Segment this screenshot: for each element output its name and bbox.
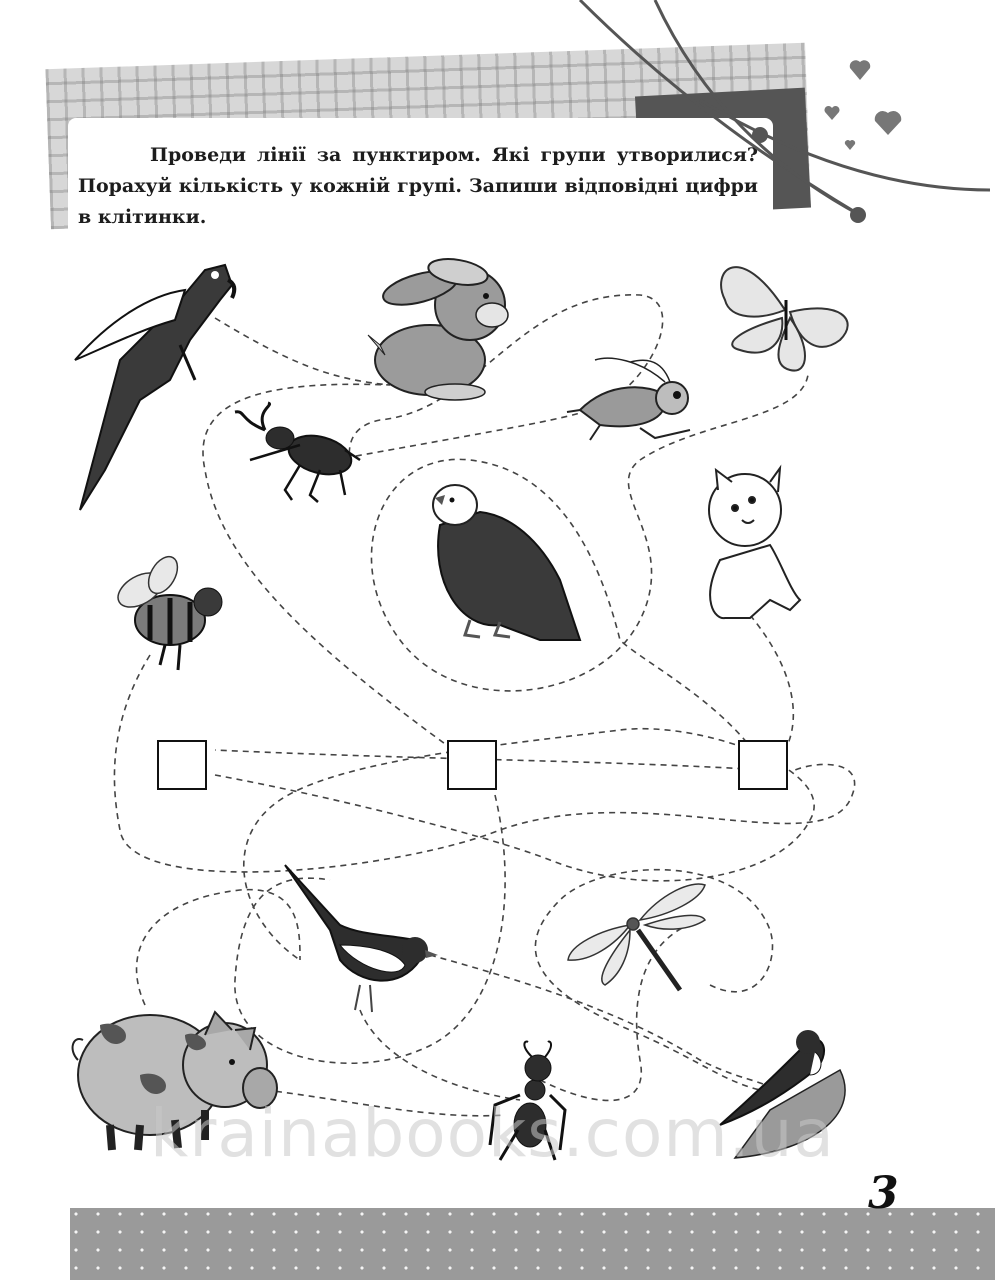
hearts-decoration xyxy=(824,60,901,150)
decorative-strings xyxy=(580,0,990,215)
footer-pattern-band xyxy=(70,1208,995,1280)
string-bead-icon xyxy=(752,127,768,143)
answer-box-3[interactable] xyxy=(738,740,788,790)
page-number: 3 xyxy=(868,1168,899,1219)
bee-icon xyxy=(112,552,222,670)
watermark-text: krainabooks.com.ua xyxy=(150,1095,835,1172)
dragonfly-icon xyxy=(568,884,705,990)
eagle-icon xyxy=(433,485,580,640)
answer-box-2[interactable] xyxy=(447,740,497,790)
rabbit-icon xyxy=(368,255,508,400)
magpie-icon xyxy=(285,865,438,1012)
string-bead-icon xyxy=(850,207,866,223)
grasshopper-icon xyxy=(567,358,690,440)
instruction-text: Проведи лінії за пунктиром. Які групи утворилися? Порахуй кількість у кожній групі. Запиши відповідні цифри в клітинки. xyxy=(78,144,758,228)
stag-beetle-icon xyxy=(235,403,360,502)
answer-box-1[interactable] xyxy=(157,740,207,790)
cat-icon xyxy=(709,468,800,618)
dashed-paths xyxy=(114,295,854,1116)
butterfly-icon xyxy=(721,267,848,370)
parrot-icon xyxy=(75,265,234,510)
